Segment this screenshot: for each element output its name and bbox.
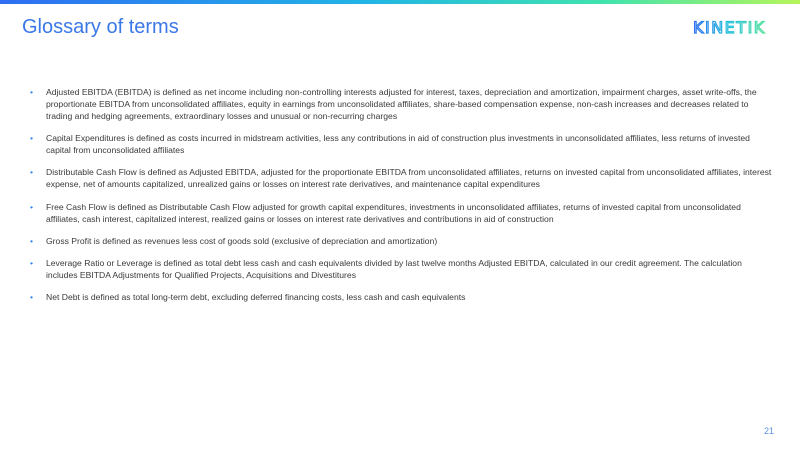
top-gradient-bar [0, 0, 800, 4]
glossary-item [30, 201, 775, 225]
bullet-dot-icon: • [30, 167, 34, 178]
bullet-dot-icon: • [30, 292, 34, 303]
glossary-item [30, 235, 775, 247]
bullet-dot-icon: • [30, 257, 34, 268]
svg-text:KINETIK: KINETIK [693, 18, 766, 36]
page-number: 21 [763, 426, 774, 436]
glossary-list [30, 86, 775, 313]
glossary-item-text: Capital Expenditures is defined as costs incurred in midstream activities, less any contributions in aid of construction plus investments in unconsolidated affiliates, less returns of invested capital from unconsolidated affiliates [46, 133, 750, 156]
page-title: Glossary of terms [22, 16, 179, 38]
glossary-item [30, 257, 775, 281]
bullet-dot-icon: • [30, 201, 34, 212]
glossary-item-text: Free Cash Flow is defined as Distributable Cash Flow adjusted for growth capital expenditures, investments in unconsolidated affiliates, returns of invested capital from unconsolidated affiliates, cash interest, capitalized interest, realized gains or losses on interest rate derivatives and contributions in aid of construction [46, 201, 741, 224]
glossary-item [30, 86, 775, 122]
glossary-item-text: Adjusted EBITDA (EBITDA) is defined as net income including non-controlling interests adjusted for interest, taxes, depreciation and amortization, impairment charges, asset write-offs, the proportionate EBITDA from unconsolidated affiliates, equity in earnings from unconsolidated affiliates, share-based compensation expense, non-cash increases and decreases related to trading and hedging agreements, extraordinary losses and unusual or non-recurring charges [46, 87, 757, 121]
bullet-dot-icon: • [30, 133, 34, 144]
glossary-item-text: Gross Profit is defined as revenues less cost of goods sold (exclusive of depreciation and amortization) [46, 235, 438, 246]
glossary-item-text: Distributable Cash Flow is defined as Adjusted EBITDA, adjusted for the proportionate EBITDA from unconsolidated affiliates, returns on invested capital from unconsolidated affiliates, interest expense, net of amounts capitalized, unrealized gains or losses on interest rate derivatives, and maintenance capital expenditures [46, 167, 772, 190]
bullet-dot-icon: • [30, 235, 34, 246]
glossary-item [30, 166, 775, 190]
glossary-item [30, 291, 775, 303]
glossary-item [30, 132, 775, 156]
glossary-item-text: Leverage Ratio or Leverage is defined as total debt less cash and cash equivalents divided by last twelve months Adjusted EBITDA, calculated in our credit agreement. The calculation includes EBITDA Adjustments for Qualified Projects, Acquisitions and Divestitures [46, 257, 742, 280]
kinetik-logo [693, 18, 777, 36]
bullet-dot-icon: • [30, 87, 34, 97]
glossary-item-text: Net Debt is defined as total long-term debt, excluding deferred financing costs, less cash and cash equivalents [46, 292, 466, 303]
